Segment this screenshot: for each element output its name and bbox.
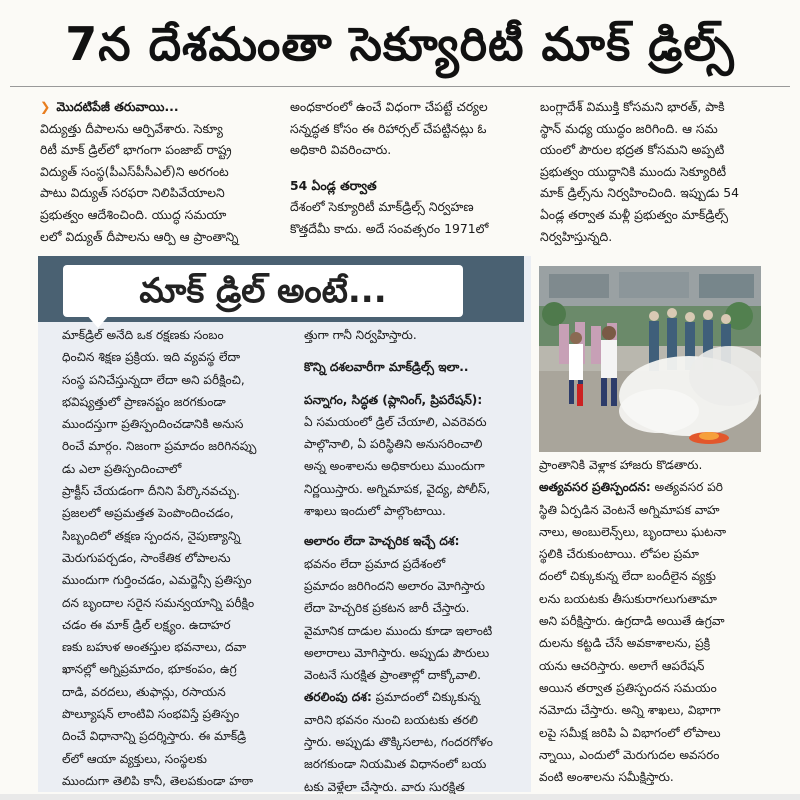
kicker: ❯ మొదటిపేజీ తరువాయి... <box>40 99 179 114</box>
box-column-2 <box>304 324 526 798</box>
right-column <box>539 454 761 788</box>
section-heading-emergency: అత్యవసర ప్రతిస్పందన: <box>539 480 651 495</box>
text-line: అంధకారంలో ఉంచే విధంగా చేపట్టే చర్యల <box>290 99 488 114</box>
text-line: అధికారి వివరించారు. <box>290 142 392 158</box>
text-line: ప్రభుత్వం ఆదేశించింది. యుద్ధ సమయా <box>40 206 227 222</box>
text-line: వారిని భవనం నుంచి బయటకు తరలి <box>304 712 478 727</box>
subheading: 54 ఏండ్ల తర్వాత <box>290 177 377 193</box>
text-line: పొల్యూషన్‌ లాంటివి సంభవిస్తే ప్రతిస్పం <box>62 707 240 722</box>
text-line: నాలు, అంబులెన్స్‌లు, బృందాలు ఘటనా <box>539 524 727 539</box>
text-line: టకు వెళ్లేలా చేస్తారు. వారు సురక్షిత <box>304 779 465 794</box>
box-column-1 <box>62 324 292 792</box>
emergency-line: అత్యవసర ప్రతిస్పందన: అత్యవసర పరి <box>539 480 723 495</box>
top-column-3 <box>540 96 762 247</box>
text-line: అని పరీక్షిస్తారు. ఉగ్రదాడి అయితే ఉగ్రవా <box>539 614 725 629</box>
headline: 7న దేశమంతా సెక్యూరిటీ మాక్‌ డ్రిల్స్‌ <box>65 17 735 71</box>
text-line: ముందస్తుగా ప్రతిస్పందించడానికి అనుస <box>62 417 244 432</box>
text-line: బంగ్లాదేశ్‌ విముక్తి కోసమని భారత్‌, పాకి <box>540 99 725 114</box>
text-line: చడం ఈ మాక్‌ డ్రిల్‌ లక్ష్యం. ఉదాహర <box>62 617 231 632</box>
evacuation-line: తరలింపు దశ: ప్రమాదంలో చిక్కుకున్న <box>304 690 480 705</box>
text-line: ధించిన శిక్షణ ప్రక్రియ. ఇది వ్యవస్థ లేదా <box>62 350 241 365</box>
text-line: వంటి అంశాలను సమీక్షిస్తారు. <box>539 770 674 785</box>
text-line: పాటు విద్యుత్‌ సరఫరా నిలిపివేయాలని <box>40 185 225 201</box>
text-line: అయిన తర్వాత ప్రతిస్పందన సమయం <box>539 680 717 695</box>
text-line: లేదా హెచ్చరిక ప్రకటన జారీ చేస్తారు. <box>304 601 470 616</box>
text-line: అలారాలు మోగిస్తారు. అప్పుడు పౌరులు <box>304 645 490 660</box>
banner-title: మాక్‌ డ్రిల్‌ అంటే... <box>139 271 387 311</box>
text-line: మాక్‌ డ్రిల్స్‌ను నిర్వహించింది. ఇప్పుడు 54 <box>540 185 739 201</box>
text-line: ఖానల్లో అగ్నిప్రమాదం, భూకంపం, ఉగ్ర <box>62 662 237 677</box>
text-line: లను బయటకు తీసుకురాగలుగుతామా <box>539 591 717 606</box>
text-line: ప్రభుత్వం యుద్ధానికి ముందు సెక్యూరిటీ <box>540 163 727 179</box>
text-line: స్తారు. అప్పుడు తొక్కిసలాట, గందరగోళం <box>304 735 493 750</box>
text-line: మాక్‌డ్రిల్‌ అనేది ఒక రక్షణకు సంబం <box>62 328 224 342</box>
text-line: ఏండ్ల తర్వాత మళ్లీ ప్రభుత్వం మాక్‌డ్రిల్స్‌ <box>540 206 729 222</box>
text-line: దాడి, వరదలు, తుఫాన్లు, రసాయన <box>62 684 226 699</box>
text-line: విద్యుత్‌ సంస్థ(పీఎస్‌పీసీఎల్‌)ని అరగంట <box>40 163 229 179</box>
text-line: దన బృందాల సరైన సమన్వయాన్ని పరీక్షిం <box>62 595 255 610</box>
text-line: సంస్థ పనిచేస్తున్నదా లేదా అని పరీక్షించి, <box>62 372 245 387</box>
text-line: లలో విద్యుత్‌ దీపాలను ఆర్పి ఆ ప్రాంతాన్ని <box>40 228 239 244</box>
top-column-2 <box>290 96 528 240</box>
text-line: ణకు బహుళ అంతస్తుల భవనాలు, దవా <box>62 640 247 655</box>
text-line: సిబ్బందిలో తక్షణ స్పందన, నైపుణ్యాన్ని <box>62 528 241 543</box>
text-line: నిర్ణయిస్తారు. అగ్నిమాపక, వైద్య, పోలీస్‌, <box>304 481 491 496</box>
fire-drill-image <box>539 266 761 452</box>
text-line: లపై సమీక్ష జరిపి ఏ విభాగంలో లోపాలు <box>539 725 721 740</box>
text-line: సన్నద్ధత కోసం ఈ రిహార్సల్‌ చేపట్టినట్లు ఓ <box>290 120 487 136</box>
text-line: దించే విధానాన్ని ప్రదర్శిస్తారు. ఈ మాక్‌డ్రి <box>62 729 247 744</box>
text-line: రించే మార్గం. నిజంగా ప్రమాదం జరిగినప్పు <box>62 439 257 454</box>
text-line: స్థలికి చేరుకుంటాయి. లోపల ప్రమా <box>539 547 699 562</box>
text-line: దులను కట్టడి చేసే అవకాశాలను, ప్రక్రి <box>539 636 711 651</box>
section-heading-alarm: అలారం లేదా హెచ్చరిక ఇచ్చే దశ: <box>304 534 460 549</box>
text-line: జరగకుండా నియమిత విధానంలో బయ <box>304 757 487 772</box>
chevron-right-icon: ❯ <box>40 99 51 114</box>
text-line: ప్రమాదం జరిగిందని అలారం మోగిస్తారు <box>304 578 485 593</box>
text-line: నిర్వహిస్తున్నది. <box>540 228 613 244</box>
text-line: మెరుగుపర్చడం, సాంకేతిక లోపాలను <box>62 550 231 565</box>
text-line: ల్‌లో ఆయా వ్యక్తులు, సంస్థలకు <box>62 751 207 766</box>
text-line: భవిష్యత్తులో ప్రాణనష్టం జరగకుండా <box>62 394 226 409</box>
section-heading-evacuation: తరలింపు దశ: <box>304 690 372 705</box>
text-line: ప్రజలలో అప్రమత్తత పెంపొందించడం, <box>62 506 234 521</box>
text-line: కొత్తదేమీ కాదు. అదే సంవత్సరం 1971లో <box>290 220 489 236</box>
text-line: శాఖలు ఇందులో పాల్గొంటాయి. <box>304 504 446 519</box>
page-bottom-edge <box>0 794 800 800</box>
text-line: డు ఎలా ప్రతిస్పందించాలో <box>62 461 182 476</box>
text-line: ముందుగా గుర్తించడం, ఎమర్జెన్సీ ప్రతిస్పం <box>62 573 252 588</box>
text-line: ఏ సమయంలో డ్రిల్‌ చేయాలి, ఎవరెవరు <box>304 414 487 429</box>
text-line: త్తుగా గానీ నిర్వహిస్తారు. <box>304 328 417 342</box>
text-line: న్నాయి, ఎందులో మెరుగుదల అవసరం <box>539 747 720 762</box>
text-line: పాల్గొనాలి, ఏ పరిస్థితిని అనుసరించాలి <box>304 437 483 452</box>
top-column-1 <box>40 96 278 247</box>
text-line: నమోదు చేస్తారు. అన్ని శాఖలు, విభాగా <box>539 703 721 718</box>
text-line: స్థాన్‌ మధ్య యుద్ధం జరిగింది. ఆ సమ <box>540 120 718 136</box>
text-line: అన్న అంశాలను అధికారులు ముందుగా <box>304 459 485 474</box>
text-line: యను ఆచరిస్తారు. అలాగే ఆపరేషన్‌ <box>539 658 705 673</box>
text-line: రిటీ మాక్‌ డ్రిల్‌లో భాగంగా పంజాబ్‌ రాష్ట్ర <box>40 142 232 158</box>
text-line: స్థితి ఏర్పడిన వెంటనే అగ్నిమాపక వాహ <box>539 502 720 517</box>
text-line: దంలో చిక్కుకున్న లేదా బందీలైన వ్యక్తు <box>539 569 716 584</box>
text-line: ముందుగా తెలిపి కానీ, తెలపకుండా హఠా <box>62 773 254 788</box>
text-line: యంలో పౌరుల భద్రత కోసమని అప్పటి <box>540 142 725 158</box>
text-line: ప్రాక్టీస్‌ చేయడంగా దీనిని పేర్కొనవచ్చు. <box>62 484 241 499</box>
text-line: దేశంలో సెక్యూరిటీ మాక్‌డ్రిల్స్‌ నిర్వహణ <box>290 199 474 215</box>
text-line: వెంటనే సురక్షిత ప్రాంతాల్లో దాక్కోవాలి. <box>304 668 482 683</box>
mock-drill-photo <box>539 266 761 452</box>
subheading: కొన్ని దశలవారీగా మాక్‌డ్రిల్స్‌ ఇలా.. <box>304 360 469 375</box>
section-heading-planning: పన్నాగం, సిద్ధత (ప్లానింగ్‌, ప్రిపరేషన్‌): <box>304 392 483 407</box>
photo-caption-line: ప్రాంతానికి వెళ్లాక హాజరు కొడతారు. <box>539 458 703 472</box>
text-line: విద్యుత్తు దీపాలను ఆర్పివేశారు. సెక్యూ <box>40 120 223 136</box>
text-line: భవనం లేదా ప్రమాద ప్రదేశంలో <box>304 556 446 571</box>
text-line: వైమానిక దాడుల ముందు కూడా ఇలాంటి <box>304 623 493 638</box>
headline-divider <box>10 86 790 87</box>
